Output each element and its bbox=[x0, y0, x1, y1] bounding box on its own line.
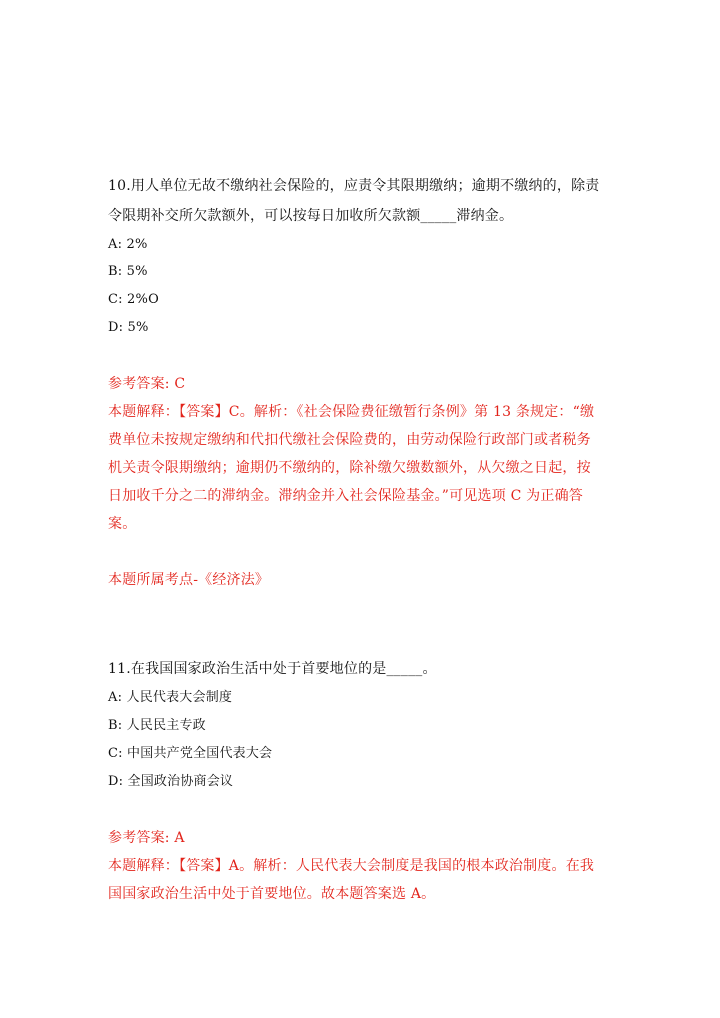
question-10-option-b: B: 5% bbox=[108, 264, 148, 279]
question-10-topic: 本题所属考点-《经济法》 bbox=[108, 572, 270, 588]
question-11-option-c: C: 中国共产党全国代表大会 bbox=[108, 746, 273, 761]
question-10-option-c: C: 2%O bbox=[108, 292, 159, 307]
question-11-explanation-line-2: 国国家政治生活中处于首要地位。故本题答案选 A。 bbox=[108, 886, 436, 902]
question-11-stem-line-1: 11.在我国国家政治生活中处于首要地位的是_____。 bbox=[108, 661, 437, 677]
question-11-option-d: D: 全国政治协商会议 bbox=[108, 774, 234, 789]
question-11-option-a: A: 人民代表大会制度 bbox=[108, 690, 233, 705]
question-11-explanation-line-1: 本题解释：【答案】A。解析：人民代表大会制度是我国的根本政治制度。在我 bbox=[108, 858, 595, 874]
question-10-option-d: D: 5% bbox=[108, 320, 149, 335]
question-10-stem-line-1: 10.用人单位无故不缴纳社会保险的，应责令其限期缴纳；逾期不缴纳的，除责 bbox=[108, 178, 600, 194]
question-10-explanation-line-5: 案。 bbox=[108, 516, 137, 532]
question-11-answer: 参考答案: A bbox=[108, 830, 185, 846]
question-10-explanation-line-4: 日加收千分之二的滞纳金。滞纳金并入社会保险基金。”可见选项 C 为正确答 bbox=[108, 488, 583, 504]
question-10-option-a: A: 2% bbox=[108, 237, 148, 252]
question-10-explanation-line-3: 机关责令限期缴纳；逾期仍不缴纳的，除补缴欠缴数额外，从欠缴之日起，按 bbox=[108, 460, 591, 476]
question-10-explanation-line-2: 费单位未按规定缴纳和代扣代缴社会保险费的，由劳动保险行政部门或者税务 bbox=[108, 432, 591, 448]
question-10-answer: 参考答案: C bbox=[108, 376, 186, 392]
question-10-stem-line-2: 令限期补交所欠款额外，可以按每日加收所欠款额_____滞纳金。 bbox=[108, 208, 514, 224]
question-11-option-b: B: 人民民主专政 bbox=[108, 718, 206, 733]
question-10-explanation-line-1: 本题解释：【答案】C。解析：《社会保险费征缴暂行条例》第 13 条规定：“缴 bbox=[108, 404, 595, 420]
